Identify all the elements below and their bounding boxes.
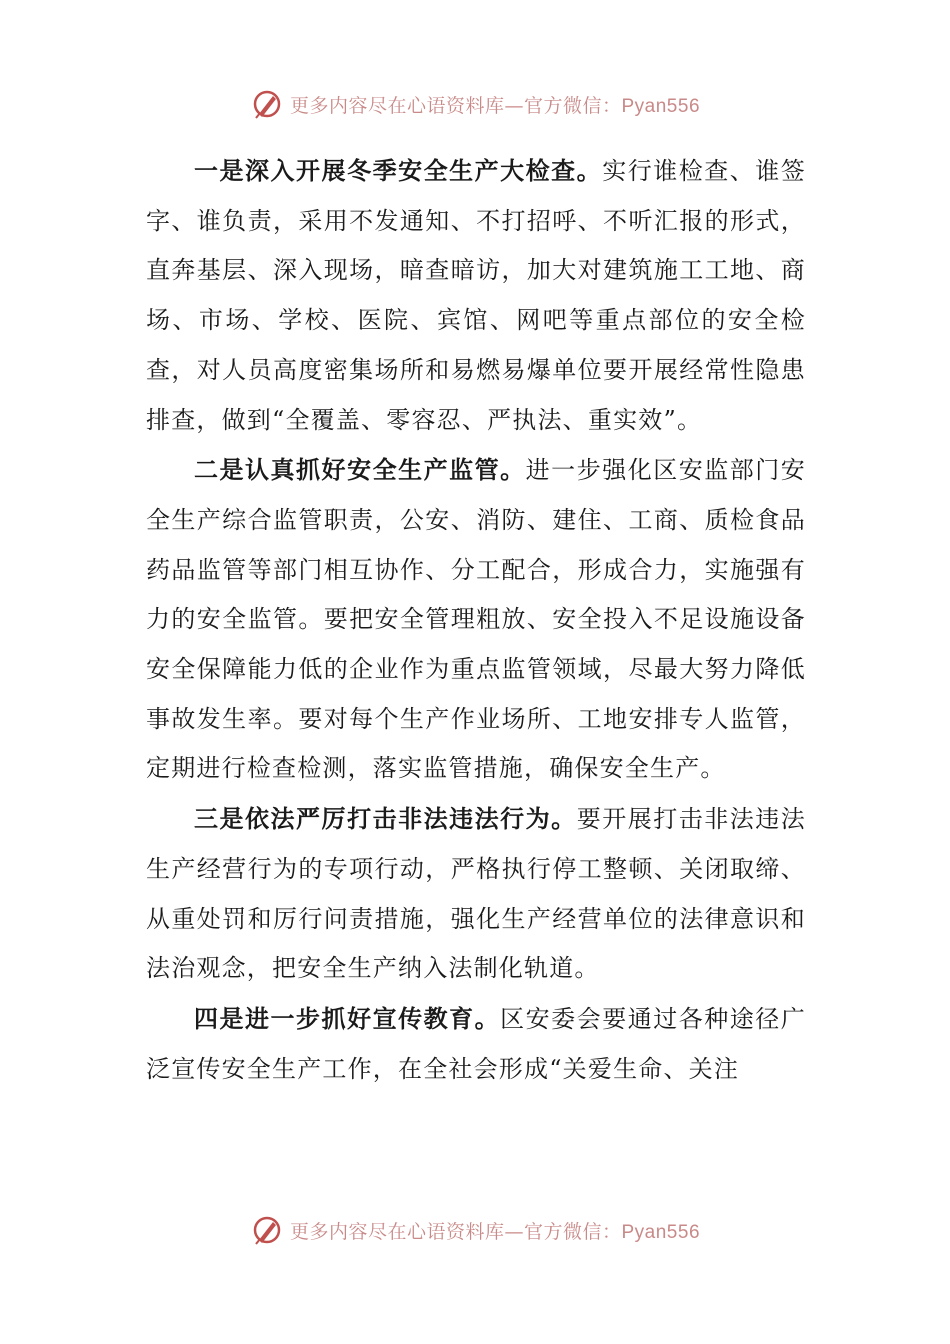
paragraph-4-lead: 四是进一步抓好宣传教育。 bbox=[194, 1003, 501, 1033]
header-watermark-handle: Pyan556 bbox=[621, 95, 701, 117]
footer-watermark-text bbox=[290, 1217, 700, 1244]
paragraph-3 bbox=[146, 794, 806, 994]
paragraph-4 bbox=[146, 994, 806, 1094]
header-watermark-banner bbox=[0, 84, 950, 124]
document-body bbox=[146, 146, 806, 1094]
paragraph-1-body: 实行谁检查、谁签字、谁负责，采用不发通知、不打招呼、不听汇报的形式，直奔基层、深入现场，暗查暗访，加大对建筑施工工地、商场、市场、学校、医院、宾馆、网吧等重点部位的安全检查，对人员高度密集场所和易燃易爆单位要开展经常性隐患排查，做到“全覆盖、零容忍、严执法、重实效”。 bbox=[146, 157, 806, 434]
paragraph-2-body: 进一步强化区安监部门安全生产综合监管职责，公安、消防、建住、工商、质检食品药品监管等部门相互协作、分工配合，形成合力，实施强有力的安全监管。要把安全管理粗放、安全投入不足设施设备安全保障能力低的企业作为重点监管领域，尽最大努力降低事故发生率。要对每个生产作业场所、工地安排专人监管，定期进行检查检测，落实监管措施，确保安全生产。 bbox=[146, 456, 806, 783]
footer-watermark-label: 更多内容尽在心语资料库—官方微信： bbox=[289, 1220, 622, 1243]
paragraph-1-lead: 一是深入开展冬季安全生产大检查。 bbox=[194, 156, 603, 185]
paragraph-3-lead: 三是依法严厉打击非法违法行为。 bbox=[194, 804, 577, 834]
footer-watermark-banner bbox=[0, 1210, 950, 1250]
paragraph-3-body: 要开展打击非法违法生产经营行为的专项行动，严格执行停工整顿、关闭取缔、从重处罚和厉行问责措施，强化生产经营单位的法律意识和法治观念，把安全生产纳入法制化轨道。 bbox=[146, 805, 806, 983]
pen-logo-icon bbox=[250, 1213, 284, 1247]
paragraph-1 bbox=[146, 146, 806, 445]
paragraph-2 bbox=[146, 445, 806, 794]
header-watermark-label: 更多内容尽在心语资料库—官方微信： bbox=[289, 94, 622, 117]
paragraph-4-body: 区安委会要通过各种途径广泛宣传安全生产工作，在全社会形成“关爱生命、关注 bbox=[146, 1004, 806, 1083]
header-watermark-text bbox=[290, 91, 700, 118]
paragraph-2-lead: 二是认真抓好安全生产监管。 bbox=[194, 455, 526, 485]
pen-logo-icon bbox=[250, 87, 284, 121]
footer-watermark-handle: Pyan556 bbox=[621, 1221, 701, 1243]
